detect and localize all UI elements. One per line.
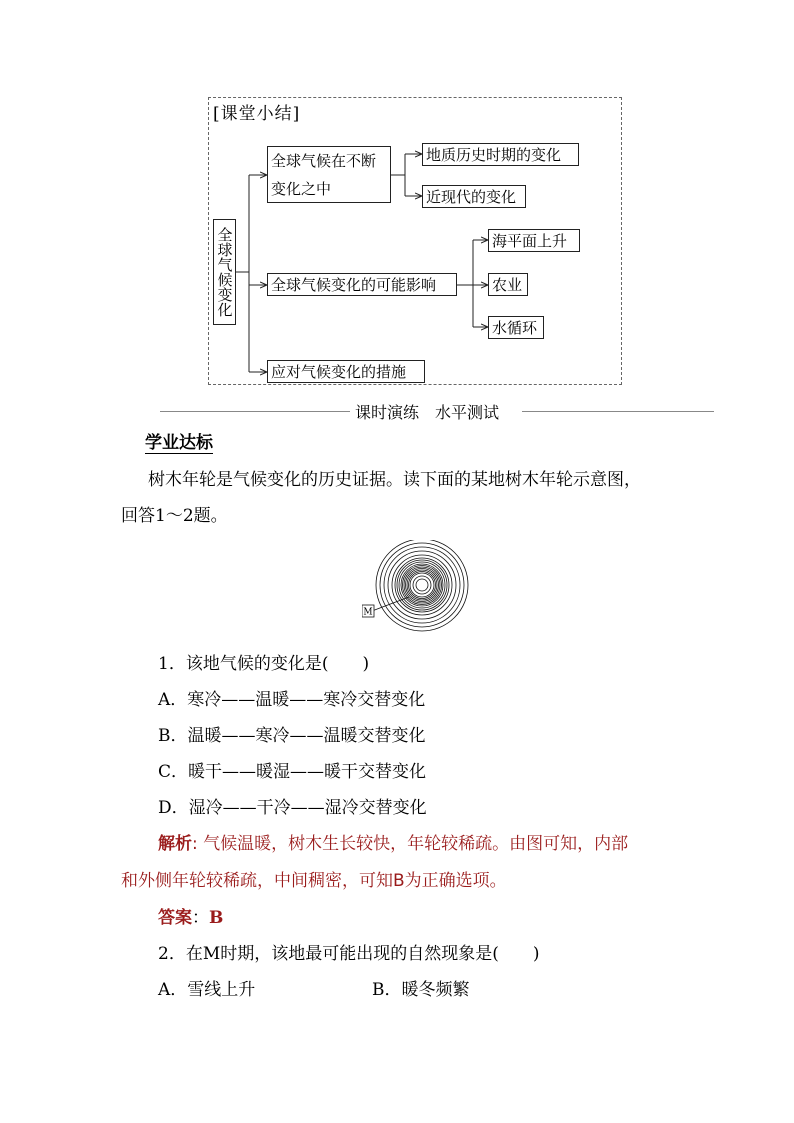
answer-value: B bbox=[209, 908, 224, 928]
question-2-stem: 2．在M时期，该地最可能出现的自然现象是( ) bbox=[158, 944, 540, 964]
summary-diagram bbox=[208, 97, 622, 385]
summary-title: [课堂小结] bbox=[213, 104, 301, 124]
question-1-stem: 1．该地气候的变化是( ) bbox=[158, 654, 370, 674]
explanation-line-2: 和外侧年轮较稀疏，中间稠密，可知B为正确选项。 bbox=[121, 871, 507, 891]
root-node: 全球气候变化 bbox=[213, 219, 236, 325]
explanation-line-1 bbox=[158, 834, 628, 854]
question-2-option-a: A．雪线上升 bbox=[158, 980, 256, 1000]
question-1-option-a: A．寒冷——温暖——寒冷交替变化 bbox=[158, 690, 426, 710]
question-1-option-b: B．温暖——寒冷——温暖交替变化 bbox=[158, 726, 426, 746]
question-1-option-d: D．湿冷——干冷——湿冷交替变化 bbox=[158, 798, 427, 818]
section-divider bbox=[160, 400, 714, 422]
branch-node-line-2: 变化之中 bbox=[271, 180, 332, 198]
intro-line-2: 回答1～2题。 bbox=[121, 506, 228, 526]
explanation-text-1: : 气候温暖，树木生长较快，年轮较稀疏。由图可知，内部 bbox=[192, 834, 629, 854]
leaf-node-water-cycle: 水循环 bbox=[488, 316, 544, 339]
explanation-label: 解析 bbox=[158, 834, 192, 854]
section-tag: 学业达标 bbox=[145, 433, 213, 453]
question-1-option-c: C．暖干——暖湿——暖干交替变化 bbox=[158, 762, 427, 782]
question-2-option-b: B．暖冬频繁 bbox=[372, 980, 470, 1000]
intro-line-1: 树木年轮是气候变化的历史证据。读下面的某地树木年轮示意图， bbox=[148, 470, 641, 490]
answer-label: 答案 bbox=[158, 908, 192, 928]
divider-rule-left bbox=[160, 411, 350, 412]
branch-node-measures: 应对气候变化的措施 bbox=[267, 360, 425, 383]
leaf-node-sea-level: 海平面上升 bbox=[488, 229, 580, 252]
divider-text: 课时演练 水平测试 bbox=[355, 403, 500, 422]
branch-node-line-1: 全球气候在不断 bbox=[271, 152, 377, 170]
branch-node-impacts: 全球气候变化的可能影响 bbox=[267, 273, 457, 296]
answer-separator: ： bbox=[192, 908, 209, 928]
tree-rings bbox=[376, 540, 468, 631]
marker-label: M bbox=[363, 607, 373, 618]
branch-node-global-change bbox=[267, 146, 391, 203]
leaf-node-agriculture: 农业 bbox=[488, 273, 528, 296]
leaf-node-geologic-history: 地质历史时期的变化 bbox=[422, 143, 579, 166]
divider-rule-right bbox=[522, 411, 714, 412]
tree-ring-figure bbox=[362, 540, 482, 640]
leaf-node-modern-change: 近现代的变化 bbox=[422, 185, 526, 208]
answer-line bbox=[158, 908, 223, 928]
